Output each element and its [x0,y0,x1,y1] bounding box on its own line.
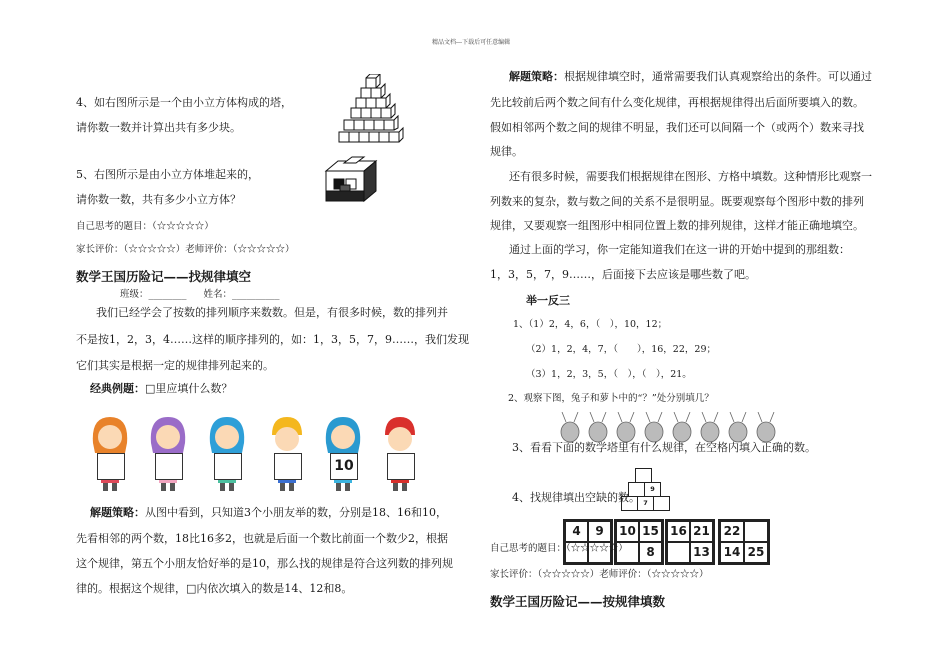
strategy-label-left: 解题策略： [90,506,145,519]
kid-card-6 [387,453,415,480]
grid-1-cell-1: 4 [565,521,588,542]
stacked-cubes-figure [320,155,384,207]
kid-card-1 [97,453,125,480]
grid-4-cell-1: 22 [720,521,744,542]
exercise-3: 3、看看下面的数学塔里有什么规律，在空格内填入正确的数。 [512,441,816,454]
pattern-grid-3 [665,519,715,565]
exercise-1-part-3: （3）1，2，3，5，（ ），（ ），21。 [526,369,692,380]
self-think-rating-left: 自己思考的题目：（☆☆☆☆☆） [76,221,214,232]
question-5-line-1: 5、右图所示是由小立方体堆起来的， [76,168,259,181]
exercise-2: 2、观察下图，兔子和萝卜中的“？”处分别填几？ [508,393,714,404]
section-title-fill-by-pattern: 数学王国历险记——按规律填数 [490,594,666,609]
exercise-1-part-2: （2）1，2，4，7，（ ），16，22，29； [526,344,716,355]
kid-figure-6 [375,413,425,491]
grid-3-cell-3 [667,542,690,563]
parent-teacher-rating-left: 家长评价：（☆☆☆☆☆）老师评价：（☆☆☆☆☆） [76,244,295,255]
kid-figure-3 [202,413,252,491]
kid-card-5-number: 10 [330,453,358,480]
kid-card-2 [155,453,183,480]
question-4-line-2: 请你数一数并计算出共有多少块。 [76,121,241,134]
kid-figure-5 [318,413,368,491]
tower-cell-9: 9 [644,482,661,497]
kid-figure-2 [143,413,193,491]
grid-2-cell-1: 10 [616,521,639,542]
intro-paragraph-line-1: 我们已经学会了按数的排列顺序来数数。但是，有很多时候，数的排列并 [96,306,448,319]
pattern-grid-1 [563,519,613,565]
grid-3-cell-1: 16 [667,521,690,542]
math-tower-row-1 [636,468,652,483]
intro-paragraph-line-2: 不是按1，2，3，4……这样的顺序排列的，如：1，3，5，7，9……，我们发现 [76,333,469,346]
grid-3-cell-2: 21 [690,521,713,542]
class-name-line: 班级：________ 姓名：__________ [120,289,280,300]
grid-3-cell-4: 13 [690,542,713,563]
exercise-1-part-1: 1、（1）2，4，6，（ ），10，12； [513,319,668,330]
grid-4-cell-2 [744,521,768,542]
intro-paragraph-line-3: 它们其实是根据一定的规律排列起来的。 [76,359,274,372]
strategy-line-3: 这个规律，第五个小朋友恰好举的是10，那么找的规律是符合这列数的排列规 [76,557,453,570]
strategy-label-right: 解题策略： [509,70,564,83]
tower-cell-7: 7 [637,496,654,511]
right-strategy-line-3: 假如相邻两个数之间的规律不明显，我们还可以间隔一个（或两个）数来寻找 [490,121,864,134]
kid-card-3 [214,453,242,480]
example-text: □里应填什么数？ [145,382,233,395]
right-para2-line-2: 列数来的复杂，数与数之间的关系不是很明显。既要观察每个图形中数的排列 [490,195,864,208]
grid-1-cell-2: 9 [588,521,611,542]
right-para2-line-1: 还有很多时候，需要我们根据规律在图形、方格中填数。这种情形比观察一 [509,170,872,183]
page-header: 精品文档---下载后可任意编辑 [432,39,511,46]
strategy-line-2: 先看相邻的两个数，18比16多2，也就是后面一个数比前面一个数少2，根据 [76,532,448,545]
grid-4-cell-3: 14 [720,542,744,563]
example-heading [90,382,232,396]
self-think-rating-right: 自己思考的题目：（☆☆☆☆☆） [490,543,628,554]
tower-cell-top [635,468,652,483]
section-title-find-pattern: 数学王国历险记——找规律填空 [76,269,252,284]
question-4-line-1: 4、如右图所示是一个由小立方体构成的塔， [76,96,292,109]
right-para3-line-2: 1，3，5，7，9……，后面接下去应该是哪些数了吧。 [490,268,756,281]
pattern-grid-2 [614,519,664,565]
kid-figure-1 [85,413,135,491]
right-strategy-line-4: 规律。 [490,145,523,158]
pattern-grid-4 [718,519,770,565]
right-strategy-line-1 [509,70,872,84]
strategy-line-1 [90,506,447,520]
example-label: 经典例题： [90,382,145,395]
grid-2-cell-4: 8 [639,542,662,563]
strategy-line-4: 律的。根据这个规律，□内依次填入的数是14、12和8。 [76,582,353,595]
tower-cell-3c [653,496,670,511]
question-5-line-2: 请你数一数，共有多少小立方体？ [76,193,241,206]
strategy-text-1: 从图中看到，只知道3个小朋友举的数，分别是18、16和10， [145,506,447,519]
kid-figure-4 [262,413,312,491]
grid-2-cell-2: 15 [639,521,662,542]
right-strategy-line-2: 先比较前后两个数之间有什么变化规律，再根据规律得出后面所要填入的数。 [490,96,864,109]
exercise-4: 4、找规律填出空缺的数。 [512,491,640,504]
kid-card-4 [274,453,302,480]
right-strategy-text-1: 根据规律填空时，通常需要我们认真观察给出的条件。可以通过 [564,70,872,83]
right-para3-line-1: 通过上面的学习，你一定能知道我们在这一讲的开始中提到的那组数： [509,243,850,256]
right-para2-line-3: 规律，又要观察一组图形中相同位置上数的排列规律，这样才能正确地填空。 [490,219,864,232]
grid-4-cell-4: 25 [744,542,768,563]
parent-teacher-rating-right: 家长评价：（☆☆☆☆☆）老师评价：（☆☆☆☆☆） [490,569,709,580]
cube-tower-figure [336,74,408,146]
practice-title: 举一反三 [526,294,570,307]
